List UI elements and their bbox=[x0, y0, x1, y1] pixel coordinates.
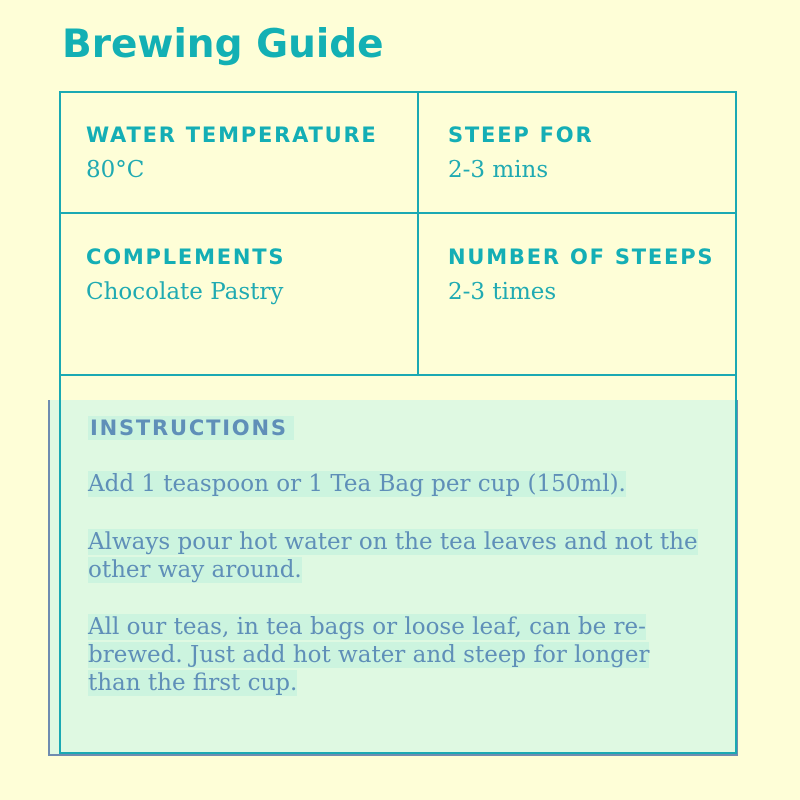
number-of-steeps-value: 2-3 times bbox=[448, 279, 557, 305]
grid-divider bbox=[417, 93, 419, 374]
complements-label: COMPLEMENTS bbox=[86, 245, 286, 269]
page-title: Brewing Guide bbox=[62, 22, 384, 67]
steep-for-value: 2-3 mins bbox=[448, 157, 549, 183]
water-temperature-cell bbox=[86, 123, 378, 183]
number-of-steeps-cell bbox=[448, 245, 714, 305]
steep-for-label: STEEP FOR bbox=[448, 123, 594, 147]
water-temperature-value: 80°C bbox=[86, 157, 145, 183]
grid-divider bbox=[61, 212, 735, 214]
complements-cell bbox=[86, 245, 285, 305]
instructions-heading: INSTRUCTIONS bbox=[88, 416, 294, 440]
water-temperature-label: WATER TEMPERATURE bbox=[86, 123, 378, 147]
instruction-paragraph: Always pour hot water on the tea leaves and not the other way around. bbox=[88, 529, 698, 583]
complements-value: Chocolate Pastry bbox=[86, 279, 284, 305]
steep-for-cell bbox=[448, 123, 593, 183]
instruction-paragraph: Add 1 teaspoon or 1 Tea Bag per cup (150ml). bbox=[88, 471, 626, 497]
brewing-info-grid bbox=[59, 91, 737, 754]
instruction-paragraph: All our teas, in tea bags or loose leaf, can be re-brewed. Just add hot water and steep for longer than the first cup. bbox=[88, 614, 650, 696]
grid-divider bbox=[61, 374, 735, 376]
number-of-steeps-label: NUMBER OF STEEPS bbox=[448, 245, 715, 269]
